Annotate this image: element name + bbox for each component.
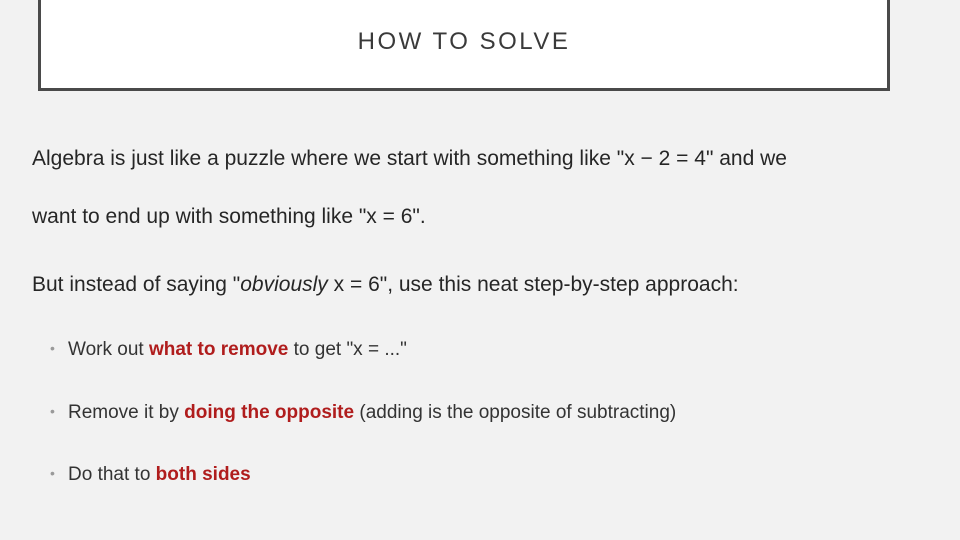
bullet-icon: • — [50, 465, 55, 481]
intro-paragraph-line-1: Algebra is just like a puzzle where we start with something like "x − 2 = 4" and we — [32, 147, 787, 170]
step-1-text-after: to get "x = ..." — [288, 339, 407, 360]
step-item-2 — [50, 402, 676, 424]
intro-paragraph-line-2: want to end up with something like "x = 6". — [32, 205, 426, 228]
step-item-1 — [50, 339, 407, 361]
bullet-icon: • — [50, 403, 55, 419]
approach-text-before: But instead of saying " — [32, 273, 241, 296]
step-2-highlight: doing the opposite — [184, 402, 355, 423]
approach-text-after: x = 6", use this neat step-by-step approach: — [327, 273, 739, 296]
step-3-text-before: Do that to — [68, 464, 156, 485]
slide-title: HOW TO SOLVE — [357, 27, 571, 55]
step-2-text-before: Remove it by — [68, 402, 185, 423]
step-1-highlight: what to remove — [148, 339, 289, 360]
title-box — [38, 0, 890, 91]
approach-text-italic: obviously — [240, 273, 328, 296]
approach-paragraph — [32, 273, 739, 297]
step-1-text-before: Work out — [68, 339, 149, 360]
step-item-3 — [50, 464, 251, 486]
step-2-text-after: (adding is the opposite of subtracting) — [354, 402, 677, 423]
step-3-highlight: both sides — [155, 464, 251, 485]
bullet-icon: • — [50, 340, 55, 356]
